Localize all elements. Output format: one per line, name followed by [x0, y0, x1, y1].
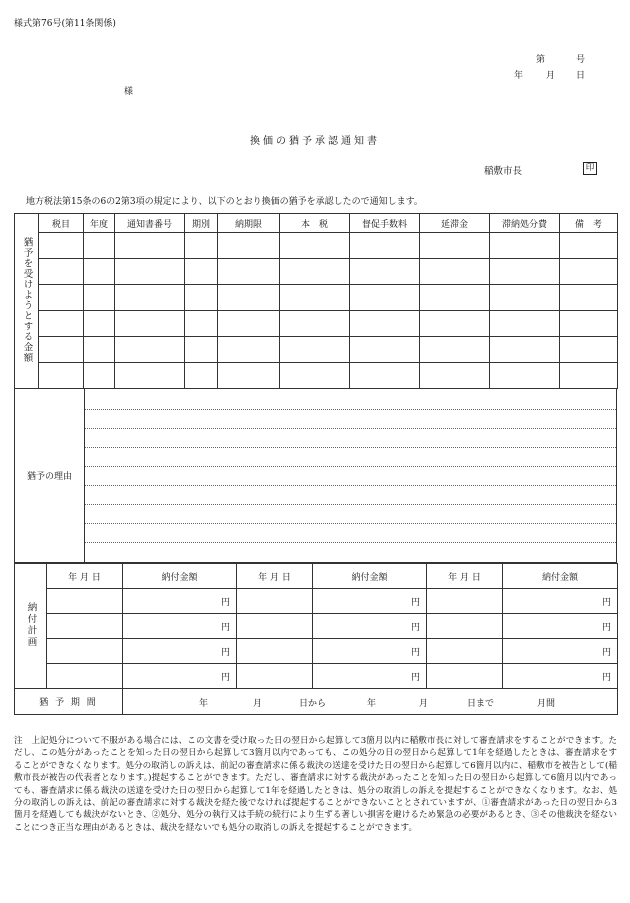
- table-cell[interactable]: [185, 259, 218, 285]
- payment-plan-table: [14, 563, 618, 715]
- document-number-suffix: 号: [576, 55, 586, 65]
- table-cell[interactable]: [39, 285, 84, 311]
- period-month1: 月: [253, 699, 263, 709]
- payment-row: [15, 664, 618, 689]
- payment-plan-side-label-text: 納付計画: [25, 601, 37, 648]
- column-header: 年度: [84, 214, 115, 233]
- payment-amount-cell[interactable]: 円: [313, 589, 427, 614]
- amount-side-label-text: 猶予を受けようとする金額: [21, 236, 33, 363]
- payment-date-cell[interactable]: [427, 664, 503, 689]
- payment-date-cell[interactable]: [427, 614, 503, 639]
- table-cell[interactable]: [280, 259, 350, 285]
- column-header: 税目: [39, 214, 84, 233]
- table-cell[interactable]: [115, 311, 185, 337]
- table-cell[interactable]: [84, 337, 115, 363]
- legal-note: 注 上記処分について不服がある場合には、この文書を受け取った日の翌日から起算して3箇月以内に稲敷市長に対して審査請求をすることができます。ただし、この処分があったことを知った日の翌日から起算して3箇月以内であっても、この処分の日の翌日から起算して1年を経過したときは、審査請求をすることができなくなります。処分の取消しの訴えは、前記の審査請求に係る裁決の送達を受けた日の翌日から起算して6箇月以内に、稲敷市を被告として(稲敷市長が被告の代表者となります。)提起することができます。ただし、審査請求に対する裁決があったことを知った日の翌日から起算して6箇月以内であっても、審査請求に係る裁決の送達を受けた日の翌日から起算して1年を経過したときは、処分の取消しの訴えを提起することができなくなります。なお、処分の取消しの訴えは、前記の審査請求に対する裁決を経た後でなければ提起することができないこととされていますが、①審査請求があった日の翌日から3箇月を経過しても裁決がないとき、②処分、処分の執行又は手続の続行により生ずる著しい損害を避けるため緊急の必要があるとき、③その他裁決を経ないことにつき正当な理由があるときは、裁決を経ないでも処分の取消しの訴えを提起することができます。: [14, 736, 617, 833]
- reason-line: [85, 523, 616, 524]
- table-cell[interactable]: [560, 337, 618, 363]
- date-header: 年 月 日: [237, 564, 313, 589]
- date-year-label: 年: [514, 71, 524, 81]
- table-cell[interactable]: [490, 233, 560, 259]
- table-cell[interactable]: [115, 285, 185, 311]
- table-cell[interactable]: [39, 363, 84, 389]
- payment-date-cell[interactable]: [237, 614, 313, 639]
- reason-label: 猶予の理由: [15, 389, 85, 562]
- table-cell[interactable]: [490, 259, 560, 285]
- table-cell[interactable]: [560, 363, 618, 389]
- column-header: 備 考: [560, 214, 618, 233]
- table-cell[interactable]: [420, 233, 490, 259]
- column-header: 督促手数料: [350, 214, 420, 233]
- column-header: 通知書番号: [115, 214, 185, 233]
- amount-header: 納付金額: [123, 564, 237, 589]
- reason-line: [85, 485, 616, 486]
- table-cell[interactable]: [350, 363, 420, 389]
- table-cell[interactable]: [39, 337, 84, 363]
- column-header: 期別: [185, 214, 218, 233]
- period-from: 日から: [299, 699, 327, 709]
- table-cell[interactable]: [420, 259, 490, 285]
- payment-amount-cell[interactable]: 円: [503, 639, 618, 664]
- amount-side-label: [15, 214, 39, 389]
- table-row: [15, 233, 618, 259]
- table-cell[interactable]: [218, 285, 280, 311]
- column-header: 本 税: [280, 214, 350, 233]
- reason-section: [14, 389, 617, 563]
- form-number: 様式第76号(第11条関係): [14, 19, 116, 29]
- period-month2: 月: [419, 699, 429, 709]
- reason-line: [85, 409, 616, 410]
- period-year2: 年: [367, 699, 377, 709]
- table-cell[interactable]: [218, 233, 280, 259]
- seal-stamp: 印: [583, 162, 597, 175]
- period-year1: 年: [199, 699, 209, 709]
- table-cell[interactable]: [218, 311, 280, 337]
- table-row: [15, 363, 618, 389]
- payment-date-cell[interactable]: [237, 589, 313, 614]
- table-cell[interactable]: [115, 259, 185, 285]
- payment-plan-side-label: [15, 564, 47, 689]
- document-number-prefix: 第: [536, 55, 546, 65]
- reason-line: [85, 466, 616, 467]
- table-cell[interactable]: [185, 311, 218, 337]
- table-row: [15, 337, 618, 363]
- payment-amount-cell[interactable]: 円: [503, 664, 618, 689]
- reason-line: [85, 504, 616, 505]
- reason-input-area[interactable]: [85, 389, 616, 562]
- table-row: [15, 259, 618, 285]
- table-cell[interactable]: [560, 259, 618, 285]
- table-cell[interactable]: [218, 363, 280, 389]
- table-row: [15, 311, 618, 337]
- table-cell[interactable]: [185, 285, 218, 311]
- table-cell[interactable]: [39, 311, 84, 337]
- payment-amount-cell[interactable]: 円: [123, 664, 237, 689]
- column-header: 納期限: [218, 214, 280, 233]
- reason-line: [85, 542, 616, 543]
- column-header: 滞納処分費: [490, 214, 560, 233]
- reason-line: [85, 428, 616, 429]
- table-cell[interactable]: [185, 363, 218, 389]
- table-cell[interactable]: [84, 363, 115, 389]
- table-cell[interactable]: [420, 363, 490, 389]
- table-cell[interactable]: [84, 311, 115, 337]
- date-day-label: 日: [576, 71, 586, 81]
- table-cell[interactable]: [560, 285, 618, 311]
- payment-date-cell[interactable]: [47, 589, 123, 614]
- payment-date-cell[interactable]: [47, 639, 123, 664]
- table-cell[interactable]: [39, 259, 84, 285]
- table-cell[interactable]: [185, 233, 218, 259]
- table-cell[interactable]: [280, 311, 350, 337]
- table-cell[interactable]: [280, 285, 350, 311]
- payment-amount-cell[interactable]: 円: [503, 614, 618, 639]
- table-cell[interactable]: [420, 285, 490, 311]
- table-cell[interactable]: [350, 311, 420, 337]
- payment-amount-cell[interactable]: 円: [123, 589, 237, 614]
- table-cell[interactable]: [84, 285, 115, 311]
- payment-date-cell[interactable]: [427, 589, 503, 614]
- payment-date-cell[interactable]: [427, 639, 503, 664]
- payment-amount-cell[interactable]: 円: [313, 639, 427, 664]
- table-cell[interactable]: [350, 337, 420, 363]
- table-cell[interactable]: [560, 233, 618, 259]
- table-cell[interactable]: [350, 233, 420, 259]
- payment-date-cell[interactable]: [47, 664, 123, 689]
- table-cell[interactable]: [280, 337, 350, 363]
- table-cell[interactable]: [218, 337, 280, 363]
- table-cell[interactable]: [39, 233, 84, 259]
- reason-line: [85, 447, 616, 448]
- table-cell[interactable]: [185, 337, 218, 363]
- date-header: 年 月 日: [47, 564, 123, 589]
- amount-table: [14, 213, 618, 389]
- table-cell[interactable]: [490, 363, 560, 389]
- date-month-label: 月: [546, 71, 556, 81]
- payment-row: [15, 614, 618, 639]
- payment-amount-cell[interactable]: 円: [123, 614, 237, 639]
- payment-amount-cell[interactable]: 円: [123, 639, 237, 664]
- payment-row: [15, 639, 618, 664]
- table-cell[interactable]: [490, 337, 560, 363]
- payment-date-cell[interactable]: [47, 614, 123, 639]
- payment-row: [15, 589, 618, 614]
- table-cell[interactable]: [280, 363, 350, 389]
- table-cell[interactable]: [84, 259, 115, 285]
- table-cell[interactable]: [490, 285, 560, 311]
- table-cell[interactable]: [490, 311, 560, 337]
- payment-date-cell[interactable]: [237, 639, 313, 664]
- addressee-suffix: 様: [124, 87, 134, 97]
- payment-date-cell[interactable]: [237, 664, 313, 689]
- deferral-period-row: [15, 689, 618, 715]
- table-cell[interactable]: [115, 337, 185, 363]
- table-cell[interactable]: [280, 233, 350, 259]
- table-cell[interactable]: [218, 259, 280, 285]
- payment-amount-cell[interactable]: 円: [313, 614, 427, 639]
- table-cell[interactable]: [560, 311, 618, 337]
- intro-text: 地方税法第15条の6の2第3項の規定により、以下のとおり換価の猶予を承認したので通知します。: [26, 197, 423, 207]
- table-cell[interactable]: [420, 311, 490, 337]
- table-cell[interactable]: [84, 233, 115, 259]
- table-row: [15, 285, 618, 311]
- table-cell[interactable]: [350, 259, 420, 285]
- payment-amount-cell[interactable]: 円: [313, 664, 427, 689]
- deferral-period-label: 猶 予 期 間: [15, 689, 123, 715]
- period-to: 日まで: [467, 699, 495, 709]
- column-header: 延滞金: [420, 214, 490, 233]
- issuer-name: 稲敷市長: [484, 166, 523, 177]
- table-cell[interactable]: [350, 285, 420, 311]
- table-cell[interactable]: [115, 233, 185, 259]
- deferral-period-field[interactable]: [123, 689, 618, 715]
- date-header: 年 月 日: [427, 564, 503, 589]
- period-months: 月間: [537, 699, 556, 709]
- table-cell[interactable]: [115, 363, 185, 389]
- amount-header: 納付金額: [503, 564, 618, 589]
- page-title: 換価の猶予承認通知書: [250, 136, 380, 147]
- amount-header: 納付金額: [313, 564, 427, 589]
- payment-amount-cell[interactable]: 円: [503, 589, 618, 614]
- table-cell[interactable]: [420, 337, 490, 363]
